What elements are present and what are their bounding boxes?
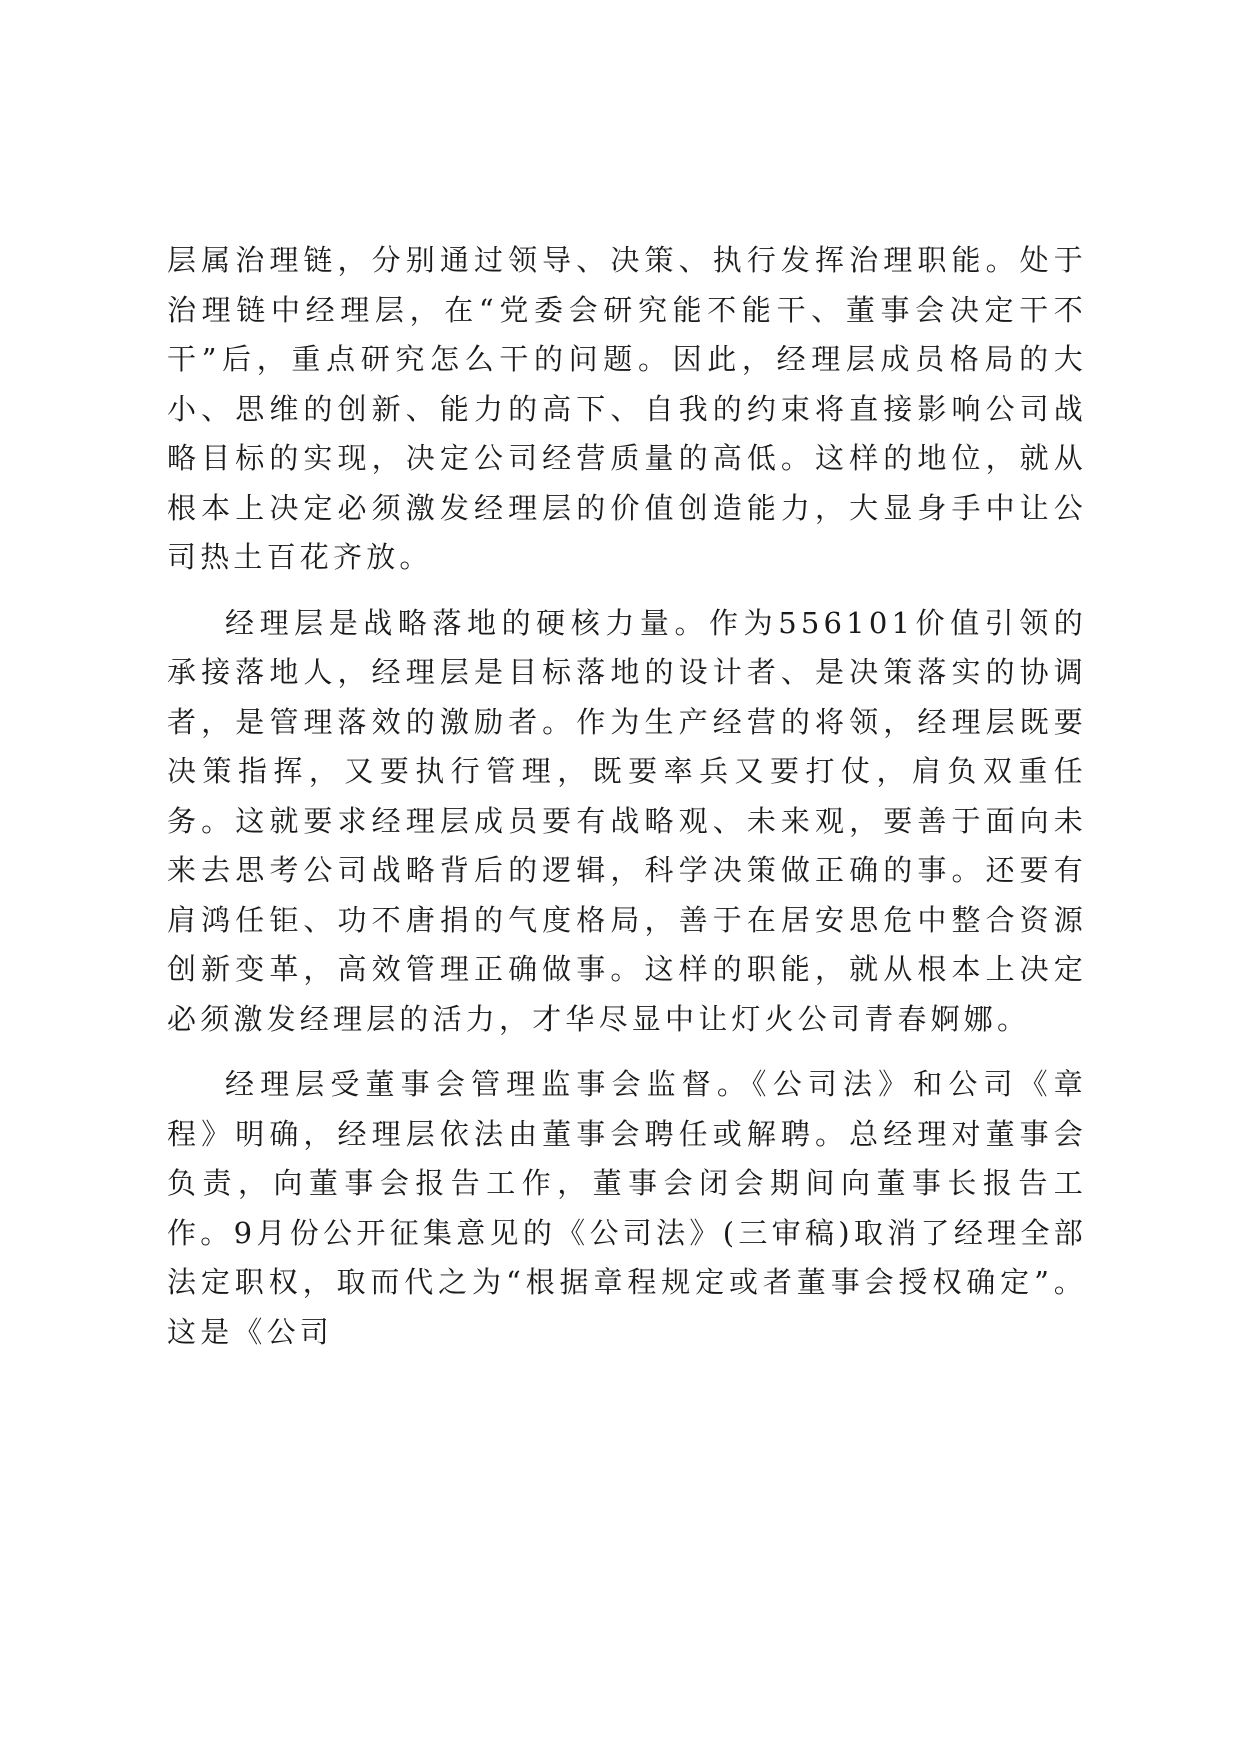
document-body [167, 236, 1087, 1357]
paragraph-strategy-force: 经理层是战略落地的硬核力量。作为556101价值引领的承接落地人，经理层是目标落地的设计者、是决策落实的协调者，是管理落效的激励者。作为生产经营的将领，经理层既要决策指挥，又要执行管理，既要率兵又要打仗，肩负双重任务。这就要求经理层成员要有战略观、未来观，要善于面向未来去思考公司战略背后的逻辑，科学决策做正确的事。还要有肩鸿任钜、功不唐捐的气度格局，善于在居安思危中整合资源创新变革，高效管理正确做事。这样的职能，就从根本上决定必须激发经理层的活力，才华尽显中让灯火公司青春婀娜。 [167, 605, 1087, 1036]
paragraph-board-supervision: 经理层受董事会管理监事会监督。《公司法》和公司《章程》明确，经理层依法由董事会聘任或解聘。总经理对董事会负责，向董事会报告工作，董事会闭会期间向董事长报告工作。9月份公开征集意见的《公司法》(三审稿)取消了经理全部法定职权，取而代之为“根据章程规定或者董事会授权确定”。这是《公司 [167, 1067, 1087, 1349]
paragraph-governance-chain: 层属治理链，分别通过领导、决策、执行发挥治理职能。处于治理链中经理层，在“党委会研究能不能干、董事会决定干不干”后，重点研究怎么干的问题。因此，经理层成员格局的大小、思维的创新、能力的高下、自我的约束将直接影响公司战略目标的实现，决定公司经营质量的高低。这样的地位，就从根本上决定必须激发经理层的价值创造能力，大显身手中让公司热土百花齐放。 [167, 243, 1087, 574]
